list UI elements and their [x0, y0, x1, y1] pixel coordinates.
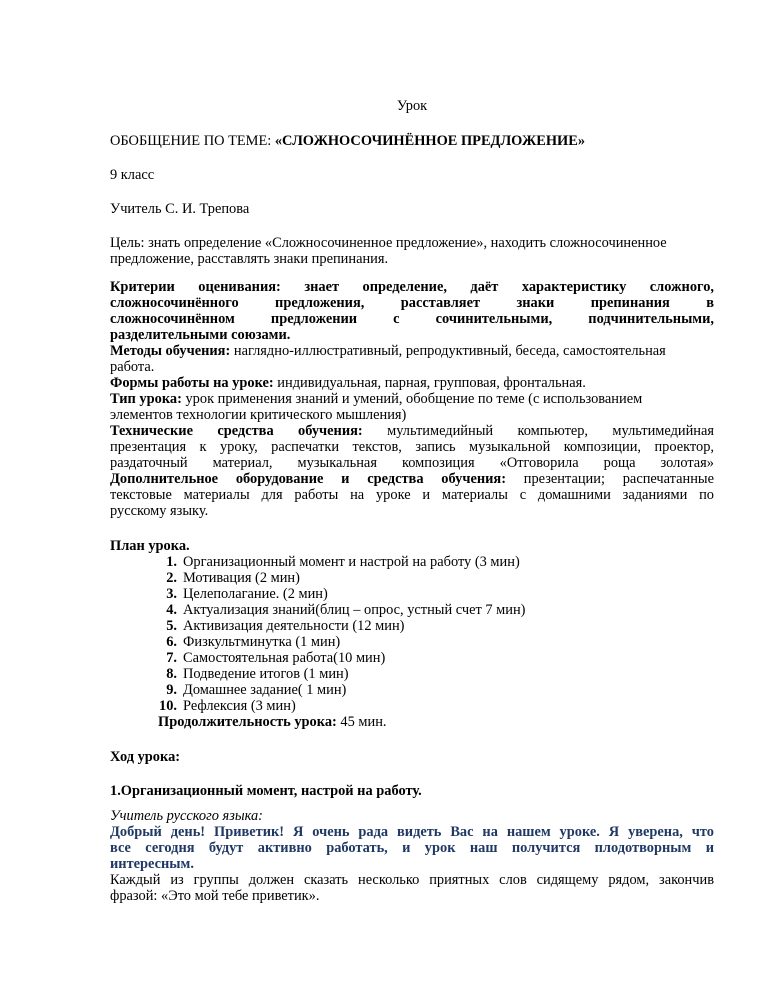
extra-line-2: текстовые материалы для работы на уроке и материалы с домашними заданиями по [110, 487, 714, 503]
teacher: Учитель С. И. Трепова [110, 201, 250, 217]
type-line-1 [110, 391, 714, 408]
extra-line-1 [110, 471, 714, 488]
plan-item-text: Актуализация знаний(блиц – опрос, устный счет 7 мин) [183, 602, 526, 618]
tech-line-1 [110, 423, 714, 440]
criteria-line-1: Критерии оценивания: знает определение, даёт характеристику сложного, [110, 279, 714, 295]
type-line-2: элементов технологии критического мышления) [110, 407, 407, 423]
plan-duration [158, 714, 558, 731]
greeting-line-2: все сегодня будут активно работать, и урок наш получится плодотворным и [110, 840, 714, 856]
course-title: Ход урока: [110, 749, 181, 765]
methods-line-2: работа. [110, 359, 155, 375]
teacher-label: Учитель русского языка: [110, 808, 263, 824]
duration-value: 45 мин. [336, 714, 387, 730]
task-line-1: Каждый из группы должен сказать несколько приятных слов сидящему рядом, закончив [110, 872, 714, 888]
extra-label: Дополнительное оборудование и средства обучения: [110, 471, 506, 487]
extra-line-3: русскому языку. [110, 503, 209, 519]
tech-line-3: раздаточный материал, музыкальная композиция «Отговорила роща золотая» [110, 455, 714, 471]
theme-prefix: ОБОБЩЕНИЕ ПО ТЕМЕ: [110, 133, 275, 149]
duration-label: Продолжительность урока: [158, 714, 337, 730]
criteria-line-4: разделительными союзами. [110, 327, 291, 343]
plan-item [155, 666, 349, 683]
plan-item-number: 5. [166, 618, 177, 634]
greeting-line-3: интересным. [110, 856, 194, 872]
plan-item-text: Организационный момент и настрой на работу (3 мин) [183, 554, 520, 570]
plan-item [155, 602, 525, 619]
methods-text: наглядно-иллюстративный, репродуктивный, беседа, самостоятельная [230, 343, 666, 359]
forms-line [110, 375, 714, 392]
plan-item-text: Домашнее задание( 1 мин) [183, 682, 347, 698]
theme-name: «СЛОЖНОСОЧИНЁННОЕ ПРЕДЛОЖЕНИЕ» [274, 133, 586, 149]
plan-item-number: 1. [166, 554, 177, 570]
plan-item-number: 4. [166, 602, 177, 618]
plan-item-number: 8. [166, 666, 177, 682]
plan-item-number: 6. [166, 634, 177, 650]
plan-item [155, 650, 385, 667]
tech-line-2: презентация к уроку, распечатки текстов, запись музыкальной композиции, проектор, [110, 439, 714, 455]
plan-item-number: 10. [159, 698, 177, 714]
grade: 9 класс [110, 167, 155, 183]
plan-item-text: Рефлексия (3 мин) [183, 698, 296, 714]
task-line-2: фразой: «Это мой тебе приветик». [110, 888, 320, 904]
type-text: урок применения знаний и умений, обобщение по теме (с использованием [181, 391, 643, 407]
plan-item [155, 586, 328, 603]
plan-item [155, 698, 296, 715]
lesson-theme [110, 133, 714, 150]
methods-line-1 [110, 343, 714, 360]
section-heading: 1.Организационный момент, настрой на работу. [110, 783, 422, 799]
plan-item [155, 554, 520, 571]
plan-item-text: Физкультминутка (1 мин) [183, 634, 341, 650]
goal-line-1: Цель: знать определение «Сложносочиненное предложение», находить сложносочиненное [110, 235, 667, 251]
criteria-line-3: сложносочинённом предложении с сочинительными, подчинительными, [110, 311, 714, 327]
forms-label: Формы работы на уроке: [110, 375, 274, 391]
criteria-line-2: сложносочинённого предложения, расставляет знаки препинания в [110, 295, 714, 311]
plan-item-number: 2. [166, 570, 177, 586]
goal-line-2: предложение, расставлять знаки препинания. [110, 251, 389, 267]
plan-item-text: Самостоятельная работа(10 мин) [183, 650, 386, 666]
plan-item [155, 682, 346, 699]
plan-item [155, 570, 300, 587]
plan-item-text: Подведение итогов (1 мин) [183, 666, 349, 682]
plan-title: План урока. [110, 538, 190, 554]
tech-text: мультимедийный компьютер, мультимедийная [362, 423, 715, 439]
plan-item-number: 9. [166, 682, 177, 698]
plan-item-text: Активизация деятельности (12 мин) [183, 618, 405, 634]
lesson-title: Урок [396, 98, 428, 114]
type-label: Тип урока: [110, 391, 182, 407]
methods-label: Методы обучения: [110, 343, 231, 359]
plan-item [155, 618, 404, 635]
greeting-line-1: Добрый день! Приветик! Я очень рада видеть Вас на нашем уроке. Я уверена, что [110, 824, 714, 840]
plan-item-number: 3. [166, 586, 177, 602]
tech-label: Технические средства обучения: [110, 423, 363, 439]
extra-text: презентации; распечатанные [506, 471, 714, 487]
plan-item-text: Мотивация (2 мин) [183, 570, 300, 586]
plan-item-number: 7. [166, 650, 177, 666]
plan-item-text: Целеполагание. (2 мин) [183, 586, 328, 602]
forms-text: индивидуальная, парная, групповая, фронтальная. [273, 375, 586, 391]
plan-item [155, 634, 340, 651]
